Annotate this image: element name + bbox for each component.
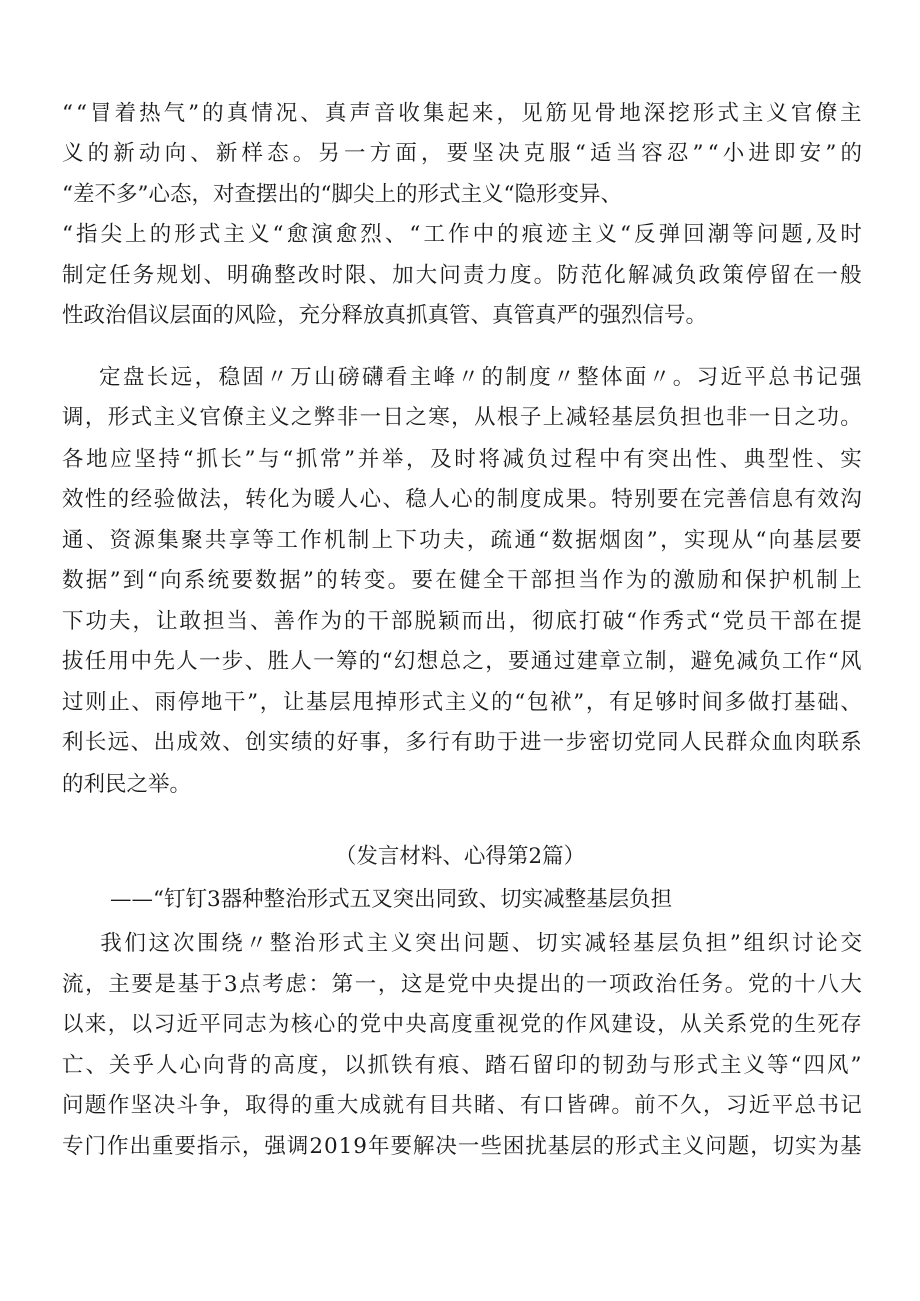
text-line: 问 题 作 坚 决 斗 争 ， 取 得 的 重 大 成 就 有 目 共 睹 、 有 口 皆 碑 。 前 不 久 ， 习 近 平 总 书 记	[62, 1093, 862, 1118]
text-line: 各 地 应 坚 持 “ 抓 长 ” 与 “ 抓 常 ” 并 举 ， 及 时 将 减 负 过 程 中 有 突 出 性 、 典 型 性 、 实	[62, 447, 862, 472]
text-line: 下 功 夫 ， 让 敢 担 当 、 善 作 为 的 干 部 脱 颖 而 出 ， 彻 底 打 破 “ 作 秀 式 “ 党 员 干 部 在 提	[62, 609, 862, 634]
text-line: 调 ， 形 式 主 义 官 僚 主 义 之 弊 非 一 日 之 寒 ， 从 根 子 上 减 轻 基 层 负 担 也 非 一 日 之 功 。	[62, 405, 862, 430]
text-line: 定 盘 长 远 ， 稳 固 〃 万 山 磅 礴 看 主 峰 〃 的 制 度 〃 整 体 面 〃 。 习 近 平 总 书 记 强	[98, 365, 862, 390]
text-line: 我 们 这 次 围 绕 〃 整 治 形 式 主 义 突 出 问 题 、 切 实 减 轻 基 层 负 担 ” 组 织 讨 论 交	[100, 931, 862, 956]
text-line: 通 、 资 源 集 聚 共 享 等 工 作 机 制 上 下 功 夫 ， 疏 通 “ 数 据 烟 囱 ” ， 实 现 从 “ 向 基 层 要	[62, 528, 862, 553]
text-line: 亡 、 关 乎 人 心 向 背 的 高 度 ， 以 抓 铁 有 痕 、 踏 石 留 印 的 韧 劲 与 形 式 主 义 等 “ 四 风 ”	[62, 1053, 862, 1078]
text-line: 流 ， 主 要 是 基 于 3 点 考 虑 ： 第 一 ， 这 是 党 中 央 提 出 的 一 项 政 治 任 务 。 党 的 十 八 大	[62, 972, 862, 997]
text-line: “ “ 冒 着 热 气 ” 的 真 情 况 、 真 声 音 收 集 起 来 ， 见 筋 见 骨 地 深 挖 形 式 主 义 官 僚 主	[62, 101, 862, 126]
text-line: 利 长 远 、 出 成 效 、 创 实 绩 的 好 事 ， 多 行 有 助 于 进 一 步 密 切 党 同 人 民 群 众 血 肉 联 系	[62, 730, 862, 755]
text-line: 制 定 任 务 规 划 、 明 确 整 改 时 限 、 加 大 问 责 力 度 。 防 范 化 解 减 负 政 策 停 留 在 一 般	[62, 263, 862, 288]
section-subtitle: ——“钉钉3器种整治形式五叉突出同致、切实减整基层负担	[110, 887, 673, 912]
section-title: （发言材料、心得第2篇）	[334, 844, 586, 869]
text-line: 义 的 新 动 向 、 新 样 态 。 另 一 方 面 ， 要 坚 决 克 服 “ 适 当 容 忍 ” “ 小 进 即 安 ” 的	[62, 141, 862, 166]
text-line: “差不多”心态，对查摆出的“脚尖上的形式主义“隐形变异、	[62, 182, 622, 207]
text-line: “ 指 尖 上 的 形 式 主 义 “ 愈 演 愈 烈 、 “ 工 作 中 的 痕 迹 主 义 “ 反 弹 回 潮 等 问 题 , 及 时	[62, 222, 862, 247]
text-line: 专 门 作 出 重 要 指 示 ， 强 调 2 0 1 9 年 要 解 决 一 些 困 扰 基 层 的 形 式 主 义 问 题 ， 切 实 为 基	[62, 1134, 862, 1159]
text-line: 以 来 ， 以 习 近 平 同 志 为 核 心 的 党 中 央 高 度 重 视 党 的 作 风 建 设 ， 从 关 系 党 的 生 死 存	[62, 1012, 862, 1037]
text-line: 的利民之举。	[62, 772, 192, 797]
text-line: 效 性 的 经 验 做 法 ， 转 化 为 暖 人 心 、 稳 人 心 的 制 度 成 果 。 特 别 要 在 完 善 信 息 有 效 沟	[62, 487, 862, 512]
text-line: 拔 任 用 中 先 人 一 步 、 胜 人 一 筹 的 “ 幻 想 总 之 ， 要 通 过 建 章 立 制 ， 避 免 减 负 工 作 “ 风	[62, 649, 862, 674]
text-line: 过 则 止 、 雨 停 地 干 ” ， 让 基 层 甩 掉 形 式 主 义 的 “ 包 袱 ” ， 有 足 够 时 间 多 做 打 基 础 、	[62, 690, 862, 715]
text-line: 数 据 ” 到 “ 向 系 统 要 数 据 ” 的 转 变 。 要 在 健 全 干 部 担 当 作 为 的 激 励 和 保 护 机 制 上	[62, 568, 862, 593]
text-line: 性政治倡议层面的风险，充分释放真抓真管、真管真严的强烈信号。	[62, 303, 708, 328]
